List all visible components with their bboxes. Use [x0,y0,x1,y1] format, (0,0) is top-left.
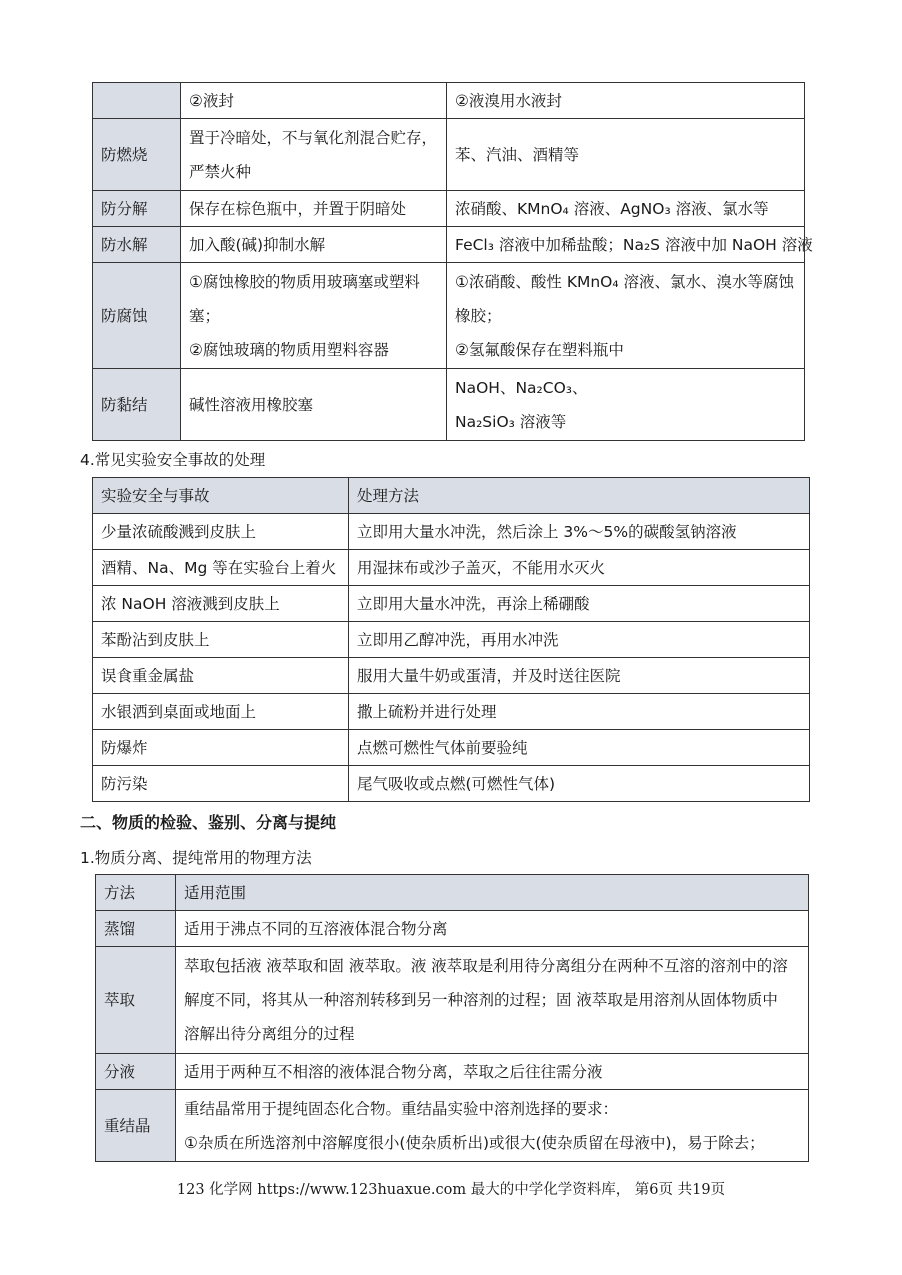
handling-cell: 立即用乙醇冲洗，再用水冲洗 [349,622,810,658]
cell-line: 严禁火种 [189,162,252,181]
column-header: 处理方法 [349,478,810,514]
examples-cell [447,191,805,227]
section-4-title: 4.常见实验安全事故的处理 [80,451,266,469]
table-row [96,1054,809,1090]
page-footer: 123 化学网 https://www.123huaxue.com 最大的中学化学资料库， 第6页 共19页 [176,1182,726,1198]
storage-table [92,82,813,441]
accident-cell: 防爆炸 [93,730,349,766]
table-row [93,514,810,550]
column-header: 实验安全与事故 [93,478,349,514]
table-row [96,911,809,947]
method-cell [181,119,447,191]
cell-line: ②液溴用水液封 [455,91,562,110]
cell-line: 溶解出待分离组分的过程 [184,1025,355,1043]
cell-line: 加入酸(碱)抑制水解 [189,235,326,254]
table-header-row [96,875,809,911]
method-name-cell: 蒸馏 [96,911,176,947]
table-row [96,947,809,1054]
method-name-cell: 分液 [96,1054,176,1090]
row-label: 防分解 [93,191,181,227]
table-row [96,1090,809,1162]
table-row [93,83,805,119]
accident-cell: 酒精、Na、Mg 等在实验台上着火 [93,550,349,586]
table-row [93,119,805,191]
method-cell [181,263,447,369]
examples-cell [447,369,805,441]
examples-cell [447,83,805,119]
table-row [93,191,805,227]
handling-cell: 立即用大量水冲洗，然后涂上 3%～5%的碳酸氢钠溶液 [349,514,810,550]
table-row [93,263,805,369]
table-row [93,658,810,694]
table-row [93,550,810,586]
cell-line: 苯、汽油、酒精等 [455,145,580,164]
accident-cell: 浓 NaOH 溶液溅到皮肤上 [93,586,349,622]
column-header: 方法 [96,875,176,911]
scope-cell [176,911,809,947]
handling-cell: 用湿抹布或沙子盖灭，不能用水灭火 [349,550,810,586]
cell-line: 萃取包括液 液萃取和固 液萃取。液 液萃取是利用待分离组分在两种不互溶的溶剂中的溶 [184,957,788,975]
cell-line: 重结晶常用于提纯固态化合物。重结晶实验中溶剂选择的要求： [184,1099,619,1118]
method-name-cell: 萃取 [96,947,176,1054]
section-2-title: 二、物质的检验、鉴别、分离与提纯 [80,813,337,832]
table-row [93,227,805,263]
table-row [93,694,810,730]
cell-line: 碱性溶液用橡胶塞 [189,395,314,414]
cell-line: ②液封 [189,91,234,110]
scope-cell [176,947,809,1054]
table-row [93,622,810,658]
cell-line: 保存在棕色瓶中，并置于阴暗处 [189,199,407,218]
cell-line: Na₂SiO₃ 溶液等 [455,412,567,431]
row-label: 防水解 [93,227,181,263]
handling-cell: 点燃可燃性气体前要验纯 [349,730,810,766]
handling-cell: 立即用大量水冲洗，再涂上稀硼酸 [349,586,810,622]
row-label [93,83,181,119]
row-label: 防黏结 [93,369,181,441]
cell-line: FeCl₃ 溶液中加稀盐酸；Na₂S 溶液中加 NaOH 溶液 [455,235,813,254]
accident-cell: 水银洒到桌面或地面上 [93,694,349,730]
cell-line: NaOH、Na₂CO₃、 [455,378,588,397]
method-cell [181,227,447,263]
method-cell [181,369,447,441]
cell-line: 适用于沸点不同的互溶液体混合物分离 [184,919,448,938]
safety-table [92,477,810,802]
row-label: 防燃烧 [93,119,181,191]
cell-line: ①腐蚀橡胶的物质用玻璃塞或塑料 [189,272,420,291]
accident-cell: 苯酚沾到皮肤上 [93,622,349,658]
cell-line: ②腐蚀玻璃的物质用塑料容器 [189,340,389,359]
cell-line: 塞； [189,306,221,325]
table-row [93,766,810,802]
table-row [93,369,805,441]
cell-line: 解度不同，将其从一种溶剂转移到另一种溶剂的过程；固 液萃取是用溶剂从固体物质中 [184,991,778,1009]
examples-cell [447,119,805,191]
cell-line: 适用于两种互不相溶的液体混合物分离，萃取之后往往需分液 [184,1062,603,1081]
cell-line: 浓硝酸、KMnO₄ 溶液、AgNO₃ 溶液、氯水等 [455,199,769,218]
handling-cell: 服用大量牛奶或蛋清，并及时送往医院 [349,658,810,694]
row-label: 防腐蚀 [93,263,181,369]
cell-line: 置于冷暗处，不与氧化剂混合贮存， [189,128,438,147]
cell-line: ①浓硝酸、酸性 KMnO₄ 溶液、氯水、溴水等腐蚀 [455,272,795,291]
table-header-row [93,478,810,514]
table-row [93,586,810,622]
accident-cell: 误食重金属盐 [93,658,349,694]
cell-line: ②氢氟酸保存在塑料瓶中 [455,340,624,359]
cell-line: ①杂质在所选溶剂中溶解度很小(使杂质析出)或很大(使杂质留在母液中)，易于除去； [184,1133,765,1152]
column-header: 适用范围 [176,875,809,911]
examples-cell [447,227,813,263]
accident-cell: 少量浓硫酸溅到皮肤上 [93,514,349,550]
scope-cell [176,1054,809,1090]
method-name-cell: 重结晶 [96,1090,176,1162]
handling-cell: 撒上硫粉并进行处理 [349,694,810,730]
table-row [93,730,810,766]
handling-cell: 尾气吸收或点燃(可燃性气体) [349,766,810,802]
cell-line: 橡胶； [455,306,502,325]
method-cell [181,83,447,119]
subsection-1-title: 1.物质分离、提纯常用的物理方法 [80,849,312,867]
scope-cell [176,1090,809,1162]
method-cell [181,191,447,227]
accident-cell: 防污染 [93,766,349,802]
examples-cell [447,263,805,369]
separation-table [95,874,809,1162]
